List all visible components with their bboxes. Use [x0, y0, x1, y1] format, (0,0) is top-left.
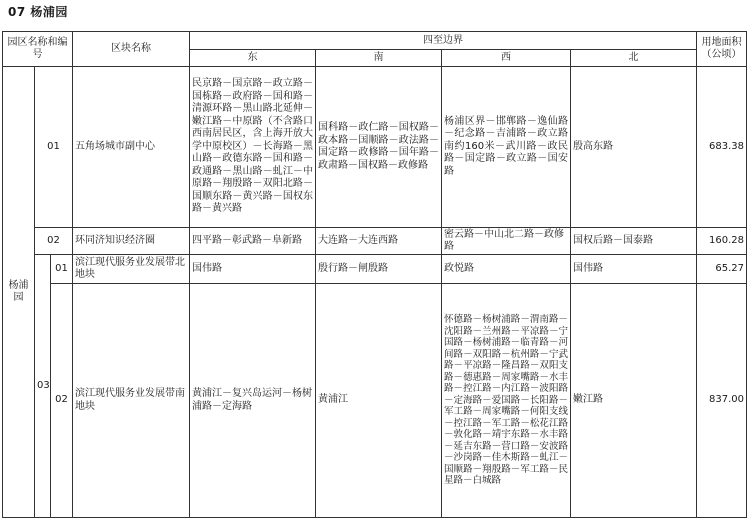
header-south: 南: [316, 50, 442, 67]
land-area: 683.38: [697, 67, 747, 228]
boundary-west: 怀德路－杨树浦路－渭南路－沈阳路－兰州路－平凉路－宁国路－杨树浦路－临青路－河间路－双阳路－杭州路－宁武路－平凉路－隆昌路－双阳支路－德惠路－周家嘴路－水丰路－控江路－内江路－波阳路－定海路－爱国路－长阳路－军工路－周家嘴路－何阳支线－控江路－军工路－松花江路－敦化路－靖宇东路－水丰路－延吉东路－营口路－安波路－沙岗路－佳木斯路－虬江－国顺路－翔殷路－军工路－民星路－白城路: [442, 284, 571, 518]
table-row: [3, 255, 747, 284]
boundary-east: 民京路－国京路－政立路－国栋路－政府路－国和路－清源环路－黑山路北延伸－嫩江路－中原路（不含路口西南居民区，含上海开放大学中原校区）－长海路－黑山路－政德东路－国和路－政通路－黑山路－虬江－中原路－翔殷路－双阳北路－国顺东路－黄兴路－国权东路－黄兴路: [190, 67, 316, 228]
table-row: [3, 67, 747, 228]
land-area: 160.28: [697, 228, 747, 255]
header-west: 西: [442, 50, 571, 67]
boundary-north: 国伟路: [571, 255, 697, 284]
header-boundary: 四至边界: [190, 32, 697, 50]
park-name: 杨浦园: [3, 67, 35, 518]
group-code: 03: [35, 255, 51, 518]
block-name: 环同济知识经济圈: [73, 228, 190, 255]
table-row: [3, 228, 747, 255]
block-name: 五角场城市副中心: [73, 67, 190, 228]
boundary-south: 黄浦江: [316, 284, 442, 518]
header-east: 东: [190, 50, 316, 67]
boundary-west: 政悦路: [442, 255, 571, 284]
boundary-north: 殷高东路: [571, 67, 697, 228]
land-area: 837.00: [697, 284, 747, 518]
block-name: 滨江现代服务业发展带北地块: [73, 255, 190, 284]
header-north: 北: [571, 50, 697, 67]
boundary-east: 四平路－彰武路－阜新路: [190, 228, 316, 255]
boundary-west: 密云路－中山北二路－政修路: [442, 228, 571, 255]
boundary-south: 殷行路－闸殷路: [316, 255, 442, 284]
header-park-name-code: 园区名称和编号: [3, 32, 73, 67]
block-subcode: 01: [51, 255, 73, 284]
block-code: 01: [35, 67, 73, 228]
boundary-south: 国科路－政仁路－国权路－政本路－国顺路－政法路－国定路－政修路－国年路－政肃路－国权路－政修路: [316, 67, 442, 228]
header-block-name: 区块名称: [73, 32, 190, 67]
boundary-north: 嫩江路: [571, 284, 697, 518]
block-code: 02: [35, 228, 73, 255]
page-title: 07 杨浦园: [8, 5, 68, 19]
boundary-west: 杨浦区界－邯郸路－逸仙路－纪念路－吉浦路－政立路南约160米－武川路－政民路－国定路－政立路－国安路: [442, 67, 571, 228]
boundary-east: 国伟路: [190, 255, 316, 284]
block-name: 滨江现代服务业发展带南地块: [73, 284, 190, 518]
boundary-east: 黄浦江－复兴岛运河－杨树浦路－定海路: [190, 284, 316, 518]
header-area: 用地面积（公顷）: [697, 32, 747, 67]
table-row: [3, 284, 747, 518]
boundary-south: 大连路－大连西路: [316, 228, 442, 255]
boundary-north: 国权后路－国泰路: [571, 228, 697, 255]
block-subcode: 02: [51, 284, 73, 518]
land-area: 65.27: [697, 255, 747, 284]
boundary-table: [2, 31, 747, 518]
